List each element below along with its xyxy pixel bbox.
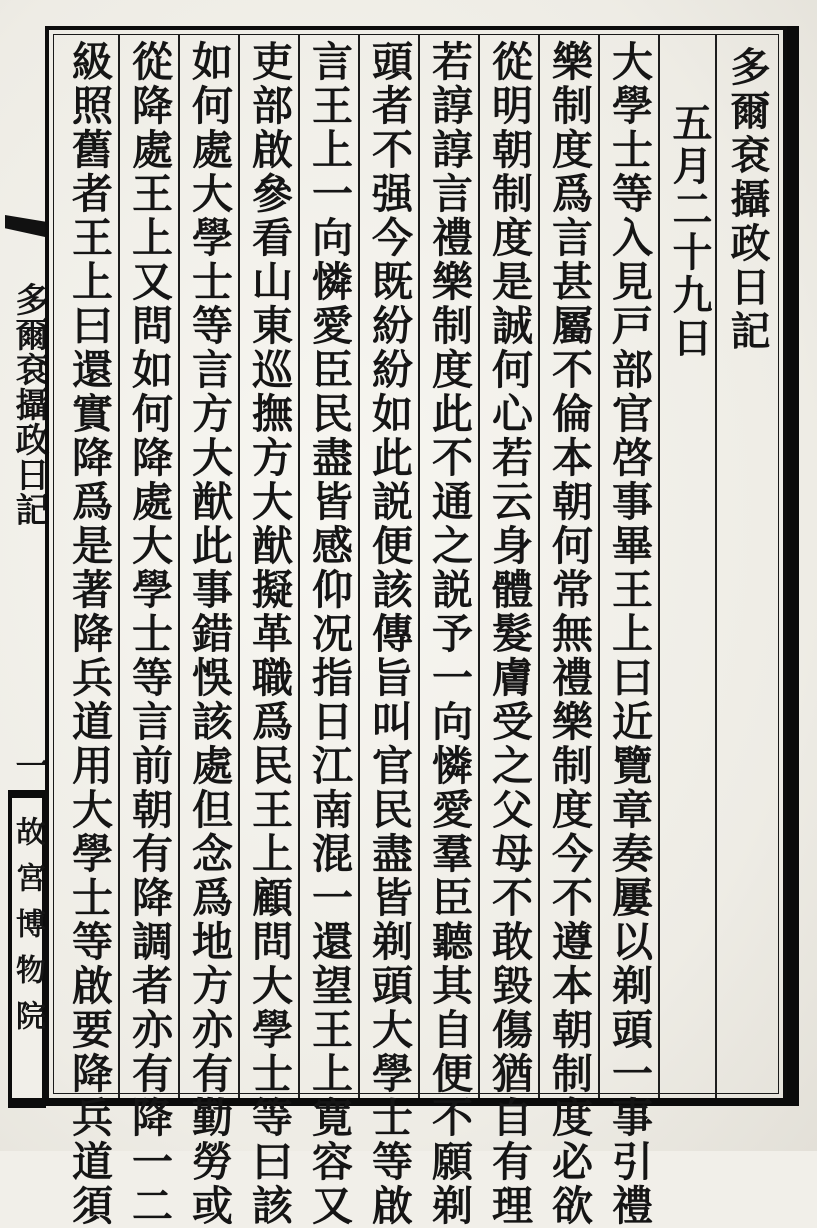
text-column: 吏部啟參看山東巡撫方大猷擬革職爲民王上顧問大學士等曰該 bbox=[245, 40, 293, 1228]
column-rule bbox=[658, 34, 660, 1098]
text-column: 言王上一向憐愛臣民盡皆感仰况指日江南混一還望王上寛容又 bbox=[305, 40, 353, 1228]
column-rule bbox=[715, 34, 717, 1098]
frame-right-edge bbox=[787, 26, 799, 1102]
column-rule bbox=[538, 34, 540, 1098]
text-column: 樂制度爲言甚屬不倫本朝何常無禮樂制度今不遵本朝制度必欲 bbox=[545, 40, 593, 1228]
text-column: 大學士等入見戸部官啓事畢王上曰近覽章奏屢以剃頭一事引禮 bbox=[605, 40, 653, 1228]
column-rule bbox=[178, 34, 180, 1098]
column-rule bbox=[238, 34, 240, 1098]
text-column: 若諄諄言禮樂制度此不通之説予一向憐愛羣臣聽其自便不願剃 bbox=[425, 40, 473, 1228]
margin-book-title: 多爾袞攝政日記 bbox=[9, 282, 49, 527]
column-rule bbox=[298, 34, 300, 1098]
text-column: 頭者不强今既紛紛如此説便該傳旨叫官民盡皆剃頭大學士等啟 bbox=[365, 40, 413, 1228]
column-rule bbox=[418, 34, 420, 1098]
text-column: 級照舊者王上曰還實降爲是著降兵道用大學士等啟要降兵道須 bbox=[65, 40, 113, 1228]
text-column: 如何處大學士等言方大猷此事錯悞該處但念爲地方亦有勤勞或 bbox=[185, 40, 233, 1228]
museum-stamp bbox=[8, 790, 46, 1108]
column-rule bbox=[598, 34, 600, 1098]
column-rule bbox=[358, 34, 360, 1098]
museum-stamp-text: 故宮博物院 bbox=[12, 798, 42, 1098]
text-column: 從明朝制度是誠何心若云身體髮膚受之父母不敢毀傷猶自有理 bbox=[485, 40, 533, 1228]
text-column: 從降處王上又問如何降處大學士等言前朝有降調者亦有降一二 bbox=[125, 40, 173, 1228]
margin-page-number: 一 bbox=[9, 748, 49, 782]
column-rule bbox=[478, 34, 480, 1098]
diary-title: 多爾袞攝政日記 bbox=[724, 46, 771, 354]
entry-date: 五月二十九日 bbox=[666, 102, 713, 360]
column-rule bbox=[118, 34, 120, 1098]
